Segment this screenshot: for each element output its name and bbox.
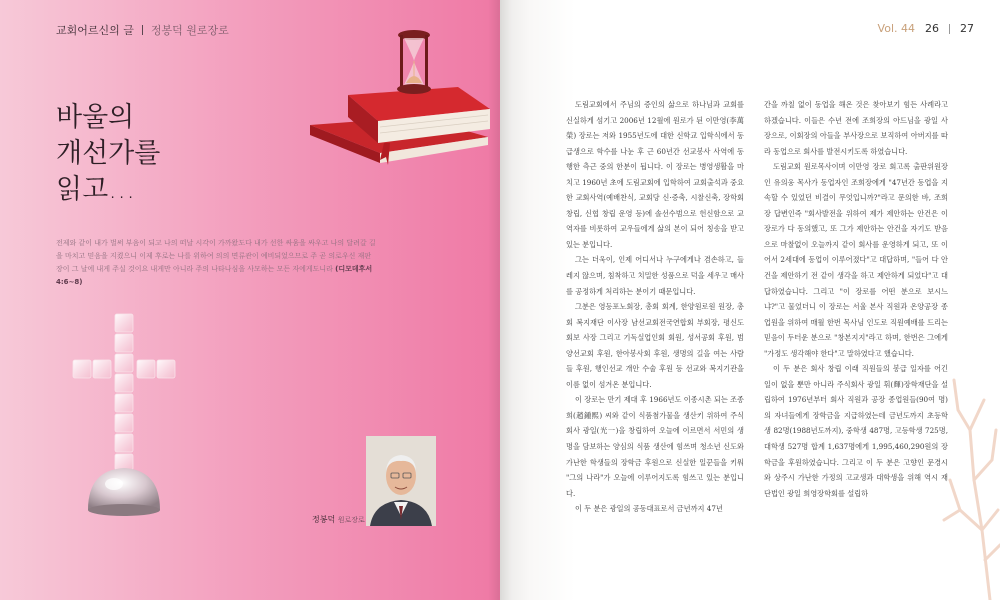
- header-author: 정봉덕 원로장로: [150, 24, 229, 37]
- page-number-right: 27: [960, 22, 974, 35]
- books-hourglass-illustration: [308, 25, 498, 175]
- portrait-photo: [366, 436, 436, 526]
- paragraph: 이 장로는 만기 제대 후 1966년도 이종시촌 되는 조종희(趙鍾熙) 씨와 같이 식품첨가물을 생산키 위하여 주식회사 광일(光一)을 창립하여 오늘에 이르면서 서민의 생명을 담보하는 양심의 식품 생산에 힘쓰며 청소년 신도와 가난한 학생들의 장학금 후원으로 신실한 일꾼들을 키워 "그의 나라"가 오늘에 이루어지도록 힘쓰고 있는 분입니다.: [566, 395, 744, 498]
- page-gutter: [488, 0, 512, 600]
- article-title: [56, 100, 160, 208]
- body-column-1: [566, 97, 744, 517]
- body-column-2: [764, 97, 948, 501]
- paragraph: 이 두 분은 회사 창립 이래 직원들의 봉급 일자를 어긴 일이 없을 뿐만 아니라 주식회사 광일 휘(輝)장학재단을 설립하여 1976년부터 회사 직원과 공장 종업원들(90여 명)의 자녀들에게 장학금을 지급하였는데 금년도까지 초등학생 82명(1988년도까지), 중학생 487명, 고등학생 725명, 대학생 527명 합계 1,637명에게 1,995,460,290원의 장학금을 후원하였습니다. 그리고 이 두 분은 고향인 문경시와 상주시 가난한 가정의 고교생과 대학생을 위해 역시 재단법인 광일 희영장학회를 설립하: [764, 364, 948, 498]
- caption-role: 원로장로: [337, 516, 365, 524]
- paragraph: 간을 까칠 없이 동업을 해온 것은 찾아보기 힘든 사례라고 하겠습니다. 이들은 수년 전에 조희장의 아드님을 광일 사장으로, 이회장의 아들을 부사장으로 보직하여 아버지를 따라 동업으로 회사를 발전시키도록 하였습니다.: [764, 100, 948, 156]
- glass-cross-illustration: [60, 310, 190, 530]
- title-line: 바울의: [56, 102, 135, 133]
- scripture-quote: [56, 237, 376, 289]
- title-line: 읽고…: [56, 174, 136, 205]
- coral-decoration: [930, 360, 1000, 600]
- portrait-caption: [312, 514, 365, 525]
- page-header: [878, 22, 974, 35]
- section-header: [56, 22, 229, 38]
- paragraph: 도림교회 원로목사이며 이만영 장로 회고록 출판위원장인 유의웅 목사가 동업자인 조희장에게 "47년간 동업을 지속할 수 있었던 비결이 무엇입니까?"라고 문의한 바, 조희장 답변인즉 "회사발전을 위하여 제가 제안하는 안건은 이 장로가 다 동의했고, 또 그가 제안하는 안건을 자기도 받음으로 마찰없이 오늘까지 같이 회사를 운영하게 되고, 또 이어서 2세대에 동업이 이루어졌다"고 대답하며, "들어 다 안건을 제안하기 전 같이 생각을 하고 제안하게 되었다"고 대답하였습니다. 그리고 "이 장로를 어떤 분으로 보시느냐?"고 물었더니 이 장로는 서울 본사 직원과 온양공장 종업원을 위하여 매월 한번 목사님 인도로 직원예배를 드리는 믿음이 두터운 분으로 "창본지지"라고 하며, 한번은 그에게 "가정도 생각해야 한다"고 말하였다고 했습니다.: [764, 162, 948, 358]
- section-label: 교회어르신의 글: [56, 24, 134, 37]
- page-number-left: 26: [925, 22, 939, 35]
- author-portrait: [366, 436, 436, 526]
- quote-text: 전제와 같이 내가 벌써 부음이 되고 나의 떠날 시각이 가까왔도다 내가 선한 싸움을 싸우고 나의 달려갈 길을 마치고 믿음을 지켰으니 이제 후로는 나를 위하여 의의 면류관이 예비되었으므로 주 곧 의로우신 재판장이 그 날에 내게 주실 것이요 내게만 아니라 주의 나타나심을 사모하는 모든 자에게도니라: [56, 239, 376, 273]
- volume-label: Vol. 44: [877, 22, 915, 35]
- paragraph: 도림교회에서 주님의 증인의 삶으로 하나님과 교회를 신실하게 섬기고 2006년 12월에 원로가 된 이만영(李萬榮) 장로는 저와 1955년도에 대한 신학교 입학식에서 동급생으로 학수를 나눈 후 근 60년간 선교봉사 사역에 동행한 측근 중의 한분이 됩니다. 이 장로는 병영생활을 마치고 1960년 초에 도림교회에 입학하여 교회출석과 중요한 교회사역(예배찬식, 교회당 신·증축, 시찰신축, 장학회 창립, 신협 창립 운영 등)에 솔선수범으로 헌신함으로 교역자를 비롯하여 교우들에게 삶의 본이 되어 칭송을 받고 있는 분입니다.: [566, 100, 744, 249]
- paragraph: 이 두 분은 광일의 공동대표로서 금년까지 47년: [575, 504, 723, 514]
- paragraph: 그분은 영등포노회장, 총회 회계, 한양원로원 원장, 총회 복지재단 이사장 남선교회전국연합회 부회장, 평신도회보 사장 그리고 기독실업인회 회원, 성서공회 후원, 범양선교회 후원, 한아봉사회 후원, 생명의 길을 여는 사람들 후원, 행인선교 개안 수술 후원 등 선교와 복지기관을 이름 없이 섬겨온 분입니다.: [566, 302, 744, 389]
- quote-reference: (디모데후서 4:6~8): [56, 265, 373, 286]
- page-number-divider: [949, 24, 950, 34]
- title-line: 개선가를: [56, 138, 161, 169]
- header-divider: [142, 25, 143, 35]
- caption-name: 정봉덕: [312, 515, 336, 524]
- right-page: [500, 0, 1000, 600]
- paragraph: 그는 더욱이, 인제 어디서나 누구에게나 겸손하고, 들레지 않으며, 침착하고 치밀한 성품으로 덕을 세우고 매사를 공정하게 처리하는 분이기 때문입니다.: [566, 255, 744, 296]
